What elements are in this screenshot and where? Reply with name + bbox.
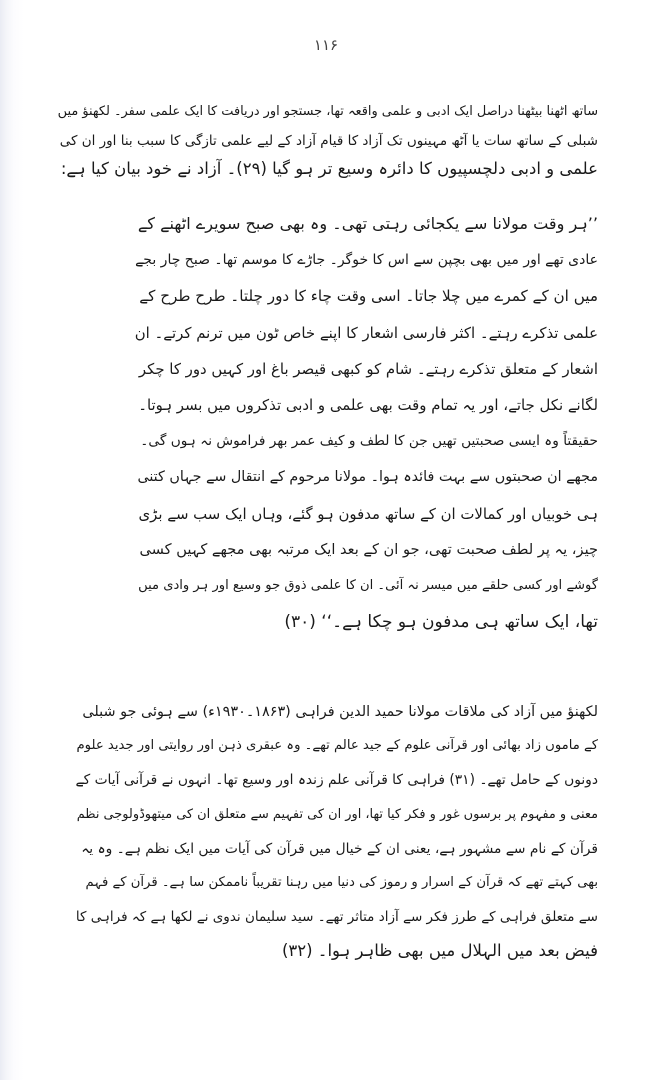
paragraph-1: [50, 98, 598, 184]
paragraph-2: [76, 695, 598, 969]
paragraph-line: بھی کہتے تھے کہ قرآن کے اسرار و رموز کی دنیا میں رہنا تقریباً ناممکن سا ہے۔ قرآن کے فہم: [85, 874, 598, 890]
quote-line: لگانے نکل جاتے، اور یہ تمام وقت بھی علمی و ادبی تذکروں میں بسر ہوتا۔: [138, 395, 598, 414]
quote-line: ’’ہر وقت مولانا سے یکجائی رہتی تھی۔ وہ بھی صبح سویرے اٹھنے کے: [137, 214, 598, 233]
paragraph-line: کے ماموں زاد بھائی اور قرآنی علوم کے جید عالم تھے۔ وہ عبقری ذہن اور روایتی اور جدید علوم: [76, 738, 598, 754]
quote-line: حقیقتاً وہ ایسی صحبتیں تھیں جن کا لطف و کیف عمر بھر فراموش نہ ہوں گی۔: [140, 433, 598, 450]
paragraph-line: سے متعلق فراہی کے طرز فکر سے آزاد متاثر تھے۔ سید سلیمان ندوی نے لکھا ہے کہ فراہی کا: [76, 909, 598, 926]
paragraph-line: ساتھ اٹھنا بیٹھنا دراصل ایک ادبی و علمی واقعہ تھا، جستجو اور دریافت کا ایک علمی سفر۔ لکھنؤ میں: [57, 104, 598, 119]
paragraph-line: معنی و مفہوم پر برسوں غور و فکر کیا تھا، اور ان کی تفہیم سے متعلق ان کی میتھوڈولوجی نظم: [76, 806, 598, 822]
paragraph-line: شبلی کے ساتھ سات یا آٹھ مہینوں تک آزاد کا قیام آزاد کے لیے علمی تازگی کا سبب بنا اور ان کی: [59, 132, 598, 149]
paragraph-line: لکھنؤ میں آزاد کی ملاقات مولانا حمید الدین فراہی (۱۸۶۳۔۱۹۳۰ء) سے ہوئی جو شبلی: [82, 704, 598, 720]
paragraph-line: علمی و ادبی دلچسپیوں کا دائرہ وسیع تر ہو گیا (۲۹)۔ آزاد نے خود بیان کیا ہے:: [60, 159, 598, 178]
quote-line: ہی خوبیاں اور کمالات ان کے ساتھ مدفون ہو گئے، وہاں ایک سب سے بڑی: [138, 504, 598, 523]
quote-line: تھا، ایک ساتھ ہی مدفون ہو چکا ہے۔‘‘ (۳۰): [284, 612, 598, 633]
paragraph-line: قرآن کے نام سے مشہور ہے، یعنی ان کے خیال میں قرآن کی آیات میں ایک نظم ہے۔ وہ یہ: [81, 840, 598, 857]
quote-line: علمی تذکرے رہتے۔ اکثر فارسی اشعار کا اپنے خاص ٹون میں ترنم کرتے۔ ان: [134, 323, 598, 342]
paragraph-line: دونوں کے حامل تھے۔ (۳۱) فراہی کا قرآنی علم زندہ اور وسیع تھا۔ انہوں نے قرآنی آیات کے: [76, 772, 598, 789]
quote-line: اشعار کے متعلق تذکرے رہتے۔ شام کو کبھی قیصر باغ اور کہیں دور کا چکر: [138, 359, 598, 378]
quote-line: میں ان کے کمرے میں چلا جاتا۔ اسی وقت چاء کا دور چلتا۔ طرح طرح کے: [139, 287, 598, 306]
quote-line: مجھے ان صحبتوں سے بہت فائدہ ہوا۔ مولانا مرحوم کے انتقال سے جہاں کتنی: [137, 469, 598, 486]
page-number: ۱۱۶: [313, 36, 339, 54]
paragraph-line: فیض بعد میں الہلال میں بھی ظاہر ہوا۔ (۳۲): [281, 941, 598, 961]
quote-line: چیز، یہ پر لطف صحبت تھی، جو ان کے بعد ایک مرتبہ بھی مجھے کہیں کسی: [139, 540, 598, 558]
block-quote: [132, 206, 598, 640]
quote-line: گوشے اور کسی حلقے میں میسر نہ آئی۔ ان کا علمی ذوق جو وسیع اور ہر وادی میں: [138, 577, 598, 593]
quote-line: عادی تھے اور میں بھی بچپن سے اس کا خوگر۔ جاڑے کا موسم تھا۔ صبح چار بجے: [135, 252, 598, 269]
